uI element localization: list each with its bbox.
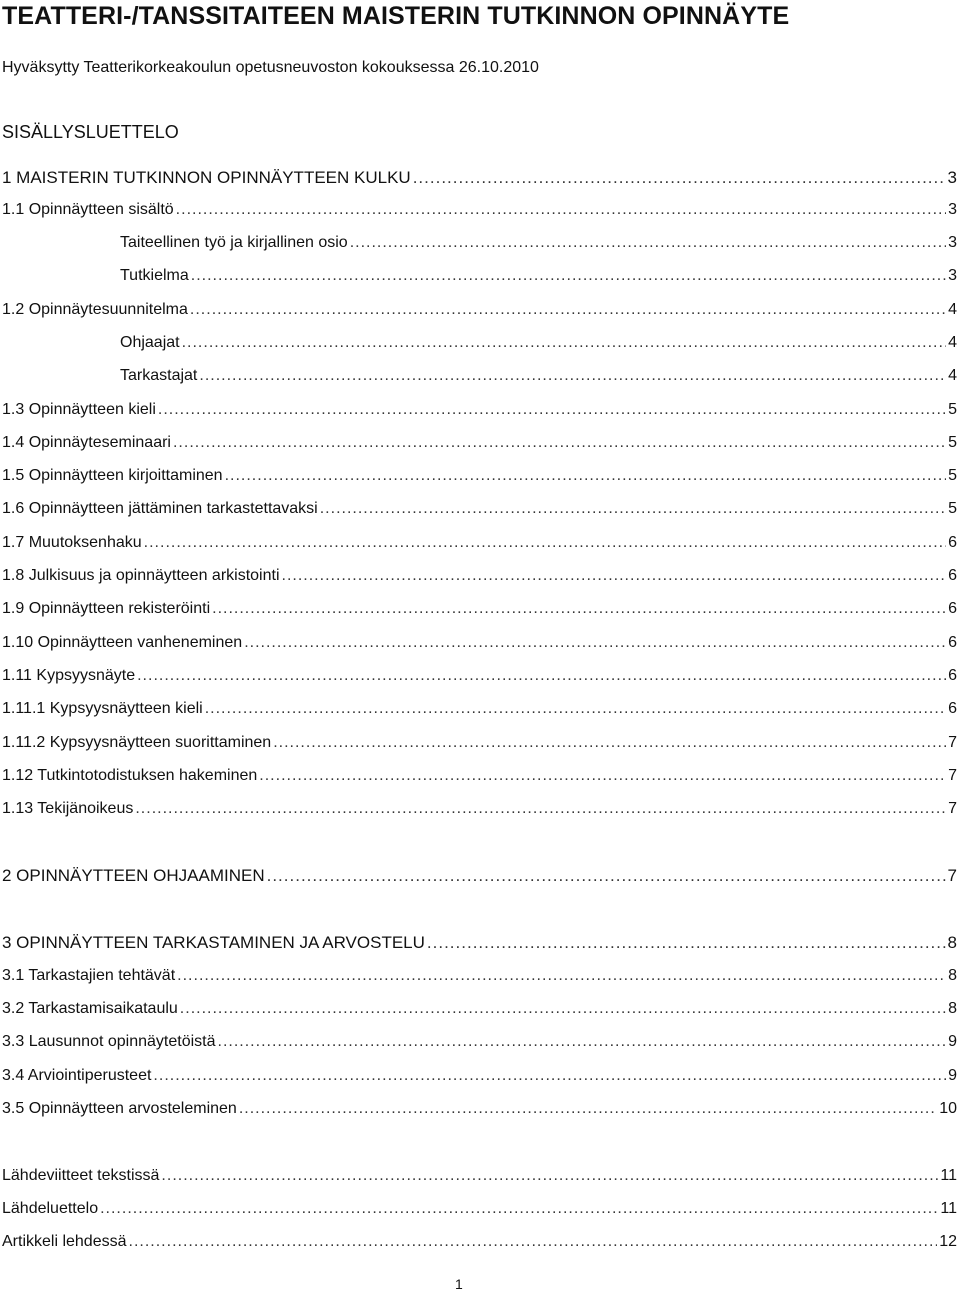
- toc-entry-page: 10: [939, 1100, 957, 1117]
- toc-entry[interactable]: [2, 500, 957, 524]
- toc-dot-leader: [153, 1067, 946, 1085]
- toc-entry-label: Tarkastajat: [120, 367, 198, 384]
- toc-entry[interactable]: [2, 401, 957, 425]
- toc-entry-label: 1.11 Kypsyysnäyte: [2, 667, 136, 684]
- toc-dot-leader: [158, 401, 946, 419]
- toc-entry-page: 4: [948, 334, 957, 351]
- toc-entry-label: Lähdeviitteet tekstissä: [2, 1167, 160, 1184]
- document-subtitle: Hyväksytty Teatterikorkeakoulun opetusneuvoston kokouksessa 26.10.2010: [2, 59, 539, 76]
- toc-entry-page: 6: [948, 634, 957, 651]
- toc-entry[interactable]: [2, 700, 957, 724]
- toc-entry-label: 1.7 Muutoksenhaku: [2, 534, 142, 551]
- toc-dot-leader: [267, 866, 946, 886]
- toc-entry-label: 1.3 Opinnäytteen kieli: [2, 401, 156, 418]
- toc-entry-label: 1.4 Opinnäyteseminaari: [2, 434, 171, 451]
- toc-entry-page: 6: [948, 667, 957, 684]
- toc-entry[interactable]: [2, 800, 957, 824]
- toc-dot-leader: [225, 467, 947, 485]
- toc-entry-page: 5: [948, 434, 957, 451]
- toc-dot-leader: [182, 334, 947, 352]
- toc-dot-leader: [282, 567, 947, 585]
- toc-dot-leader: [239, 1100, 937, 1118]
- toc-entry-page: 8: [948, 1000, 957, 1017]
- document-title: TEATTERI-/TANSSITAITEEN MAISTERIN TUTKINNON OPINNÄYTE: [2, 2, 790, 30]
- toc-dot-leader: [137, 667, 946, 685]
- toc-dot-leader: [259, 767, 946, 785]
- toc-dot-leader: [427, 933, 946, 953]
- toc-dot-leader: [244, 634, 946, 652]
- toc-entry-label: Taiteellinen työ ja kirjallinen osio: [120, 234, 348, 251]
- toc-dot-leader: [212, 600, 946, 618]
- toc-entry[interactable]: [2, 734, 957, 758]
- toc-entry[interactable]: [2, 634, 957, 658]
- toc-entry[interactable]: [2, 434, 957, 458]
- toc-entry[interactable]: [2, 201, 957, 225]
- toc-entry-page: 7: [948, 800, 957, 817]
- toc-entry-page: 11: [940, 1200, 957, 1217]
- toc-entry-label: 3 OPINNÄYTTEEN TARKASTAMINEN JA ARVOSTELU: [2, 933, 425, 952]
- toc-entry-page: 6: [948, 600, 957, 617]
- toc-entry[interactable]: [120, 234, 957, 258]
- toc-entry-page: 11: [940, 1167, 957, 1184]
- toc-entry-page: 5: [948, 401, 957, 418]
- toc-entry-label: 3.1 Tarkastajien tehtävät: [2, 967, 176, 984]
- toc-entry-label: Tutkielma: [120, 267, 189, 284]
- toc-entry-label: 1.11.1 Kypsyysnäytteen kieli: [2, 700, 203, 717]
- toc-entry-page: 8: [948, 967, 957, 984]
- toc-entry-page: 6: [948, 700, 957, 717]
- toc-entry[interactable]: [120, 267, 957, 291]
- toc-dot-leader: [173, 434, 946, 452]
- toc-entry-label: 1.13 Tekijänoikeus: [2, 800, 134, 817]
- toc-entry[interactable]: [2, 301, 957, 325]
- toc-entry-page: 3: [948, 234, 957, 251]
- toc-entry[interactable]: [2, 1000, 957, 1024]
- toc-dot-leader: [129, 1233, 938, 1251]
- toc-dot-leader: [144, 534, 946, 552]
- toc-entry-label: 1.12 Tutkintotodistuksen hakeminen: [2, 767, 258, 784]
- toc-dot-leader: [199, 367, 946, 385]
- page-number: 1: [455, 1276, 463, 1292]
- toc-entry-label: 1.2 Opinnäytesuunnitelma: [2, 301, 188, 318]
- toc-entry-page: 9: [948, 1067, 957, 1084]
- toc-entry[interactable]: [2, 168, 957, 192]
- toc-dot-leader: [413, 168, 946, 188]
- toc-entry-page: 8: [947, 933, 957, 952]
- toc-entry-label: Lähdeluettelo: [2, 1200, 99, 1217]
- toc-entry[interactable]: [2, 1233, 957, 1257]
- toc-entry[interactable]: [2, 1200, 957, 1224]
- toc-entry-label: Ohjaajat: [120, 334, 180, 351]
- toc-entry-label: 3.5 Opinnäytteen arvosteleminen: [2, 1100, 237, 1117]
- toc-entry-page: 5: [948, 467, 957, 484]
- toc-entry-page: 4: [948, 301, 957, 318]
- toc-entry[interactable]: [120, 367, 957, 391]
- toc-dot-leader: [205, 700, 946, 718]
- toc-entry[interactable]: [2, 667, 957, 691]
- toc-entry-label: 1.9 Opinnäytteen rekisteröinti: [2, 600, 211, 617]
- toc-entry-page: 7: [948, 734, 957, 751]
- toc-entry[interactable]: [2, 1067, 957, 1091]
- toc-dot-leader: [191, 267, 946, 285]
- toc-entry-label: 3.3 Lausunnot opinnäytetöistä: [2, 1033, 216, 1050]
- toc-entry[interactable]: [2, 534, 957, 558]
- toc-entry-label: 1.5 Opinnäytteen kirjoittaminen: [2, 467, 223, 484]
- toc-entry-page: 3: [947, 168, 957, 187]
- toc-entry-label: 1.11.2 Kypsyysnäytteen suorittaminen: [2, 734, 272, 751]
- toc-entry-label: 1 MAISTERIN TUTKINNON OPINNÄYTTEEN KULKU: [2, 168, 411, 187]
- toc-entry-label: 1.8 Julkisuus ja opinnäytteen arkistointi: [2, 567, 280, 584]
- toc-dot-leader: [218, 1033, 947, 1051]
- toc-entry-label: 1.6 Opinnäytteen jättäminen tarkastettavaksi: [2, 500, 318, 517]
- toc-entry[interactable]: [2, 567, 957, 591]
- toc-entry-label: Artikkeli lehdessä: [2, 1233, 127, 1250]
- toc-entry-page: 3: [948, 201, 957, 218]
- toc-entry-label: 3.2 Tarkastamisaikataulu: [2, 1000, 178, 1017]
- toc-dot-leader: [180, 1000, 946, 1018]
- toc-dot-leader: [135, 800, 946, 818]
- toc-entry-label: 1.10 Opinnäytteen vanheneminen: [2, 634, 243, 651]
- toc-entry[interactable]: [2, 1033, 957, 1057]
- toc-dot-leader: [176, 201, 946, 219]
- toc-entry-page: 7: [947, 866, 957, 885]
- toc-dot-leader: [190, 301, 946, 319]
- toc-dot-leader: [350, 234, 946, 252]
- toc-entry[interactable]: [2, 600, 957, 624]
- toc-entry-label: 2 OPINNÄYTTEEN OHJAAMINEN: [2, 866, 265, 885]
- toc-entry[interactable]: [2, 1167, 957, 1191]
- toc-entry[interactable]: [120, 334, 957, 358]
- toc-entry-page: 12: [939, 1233, 957, 1250]
- toc-entry-page: 9: [948, 1033, 957, 1050]
- toc-dot-leader: [273, 734, 946, 752]
- toc-entry-page: 6: [948, 534, 957, 551]
- toc-entry-label: 1.1 Opinnäytteen sisältö: [2, 201, 174, 218]
- toc-entry-page: 3: [948, 267, 957, 284]
- toc-entry[interactable]: [2, 967, 957, 991]
- toc-entry[interactable]: [2, 933, 957, 957]
- toc-entry-page: 4: [948, 367, 957, 384]
- toc-entry-page: 6: [948, 567, 957, 584]
- toc-dot-leader: [320, 500, 946, 518]
- toc-entry-label: 3.4 Arviointiperusteet: [2, 1067, 152, 1084]
- toc-entry[interactable]: [2, 767, 957, 791]
- toc-heading: SISÄLLYSLUETTELO: [2, 122, 179, 142]
- toc-dot-leader: [161, 1167, 938, 1185]
- toc-entry-page: 7: [948, 767, 957, 784]
- toc-dot-leader: [177, 967, 946, 985]
- toc-entry-page: 5: [948, 500, 957, 517]
- toc-entry[interactable]: [2, 467, 957, 491]
- toc-dot-leader: [100, 1200, 938, 1218]
- toc-entry[interactable]: [2, 866, 957, 890]
- toc-entry[interactable]: [2, 1100, 957, 1124]
